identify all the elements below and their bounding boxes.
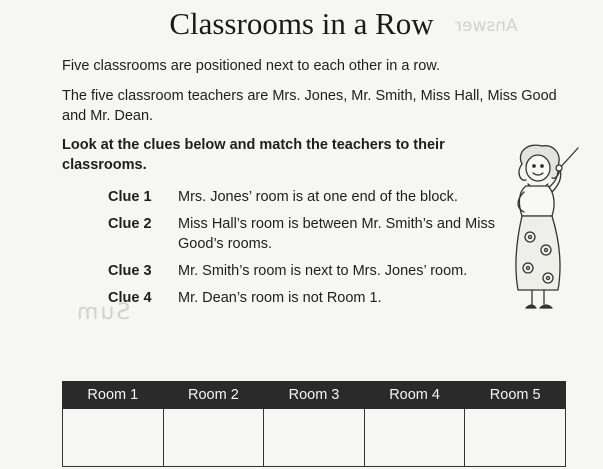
answer-cell-room-1[interactable]: [63, 409, 164, 467]
rooms-table: [62, 381, 566, 467]
clue-text: Mrs. Jones’ room is at one end of the block.: [178, 189, 458, 205]
clue-2: [108, 214, 508, 254]
intro-paragraph: Five classrooms are positioned next to each other in a row.: [62, 58, 440, 74]
answer-cell-room-5[interactable]: [465, 409, 566, 467]
clue-text: Mr. Smith’s room is next to Mrs. Jones’ room.: [178, 263, 468, 279]
room-header: Room 3: [264, 382, 365, 409]
clue-label: Clue 2: [108, 216, 152, 232]
instruction: Look at the clues below and match the teachers to their classrooms.: [62, 137, 445, 173]
room-header: Room 1: [63, 382, 164, 409]
answer-cell-room-3[interactable]: [264, 409, 365, 467]
answer-cell-room-4[interactable]: [364, 409, 465, 467]
room-header: Room 5: [465, 382, 566, 409]
clue-label: Clue 3: [108, 263, 152, 279]
clue-text: Mr. Dean’s room is not Room 1.: [178, 290, 382, 306]
show-through-text: Sum: [75, 300, 131, 325]
teacher-cartoon-icon: [508, 142, 588, 317]
page-title: Classrooms in a Row: [169, 6, 434, 41]
rooms-header-row: [63, 382, 566, 409]
clue-label: Clue 4: [108, 290, 152, 306]
room-header: Room 4: [364, 382, 465, 409]
clue-label: Clue 1: [108, 189, 152, 205]
teachers-paragraph: The five classroom teachers are Mrs. Jones, Mr. Smith, Miss Hall, Miss Good and Mr. Dean.: [62, 88, 557, 124]
show-through-text: Answer: [455, 16, 518, 36]
answer-row: [63, 409, 566, 467]
answer-cell-room-2[interactable]: [163, 409, 264, 467]
teacher-illustration: [508, 142, 588, 322]
clue-3: [108, 261, 508, 281]
room-header: Room 2: [163, 382, 264, 409]
clue-text: Miss Hall’s room is between Mr. Smith’s and Miss Good’s rooms.: [178, 216, 495, 252]
clue-4: [108, 288, 508, 308]
clue-1: [108, 187, 508, 207]
